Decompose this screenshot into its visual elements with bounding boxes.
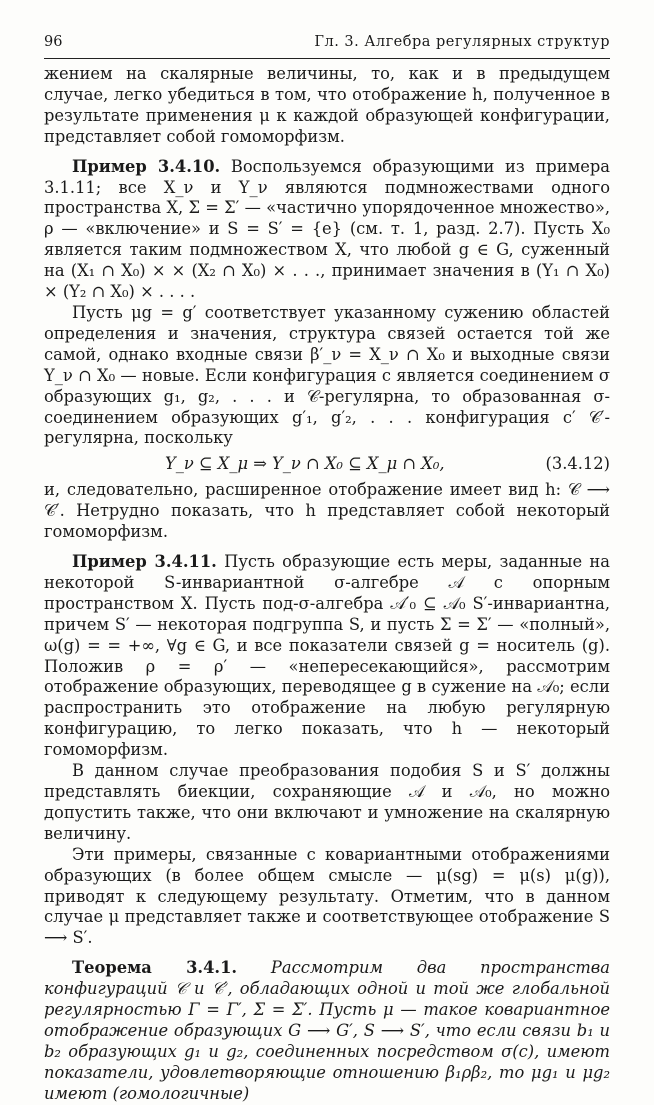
paragraph-continuation: жением на скалярные величины, то, как и в предыдущем случае, легко убедиться в том, что отображение h, полученное в результате применения μ к каждой образующей конфигурации, представляет собой гомоморфизм. [44,64,610,146]
equation-number: (3.4.12) [545,454,610,474]
paragraph-restriction: Пусть μg = g′ соответствует указанному сужению областей определения и значения, структура связей остается той же самой, однако входные связи β′_ν = X_ν ∩ X₀ и выходные связи Y_ν ∩ X₀ — новые. Если конфигурация c является соединением σ образующих g₁, g₂, . . . и 𝒞-регулярна, то образованная σ-соединением образующих g′₁, g′₂, . . . конфигурация c′ 𝒞′-регулярна, поскольку [44,302,610,448]
example-text: Воспользуемся образующими из примера 3.1.11; все X_ν и Y_ν являются подмножествами одного пространства X, Σ = Σ′ — «частично упорядоченное множество», ρ — «включение» и S = S′ = {e} (см. т. 1, разд. 2.7). Пусть X₀ является таким подмножеством X, что любой g ∈ G, суженный на (X₁ ∩ X₀) × × (X₂ ∩ X₀) × . . ., принимает значения в (Y₁ ∩ X₀) × (Y₂ ∩ X₀) × . . . . [44,156,610,302]
page-body [44,64,610,1105]
header-rule [44,58,610,59]
example-text: Пусть образующие есть меры, заданные на некоторой S-инвариантной σ-алгебре 𝒜 с опорным пространством X. Пусть под-σ-алгебра 𝒜′₀ ⊆ 𝒜₀ S′-инвариантна, причем S′ — некоторая подгруппа S, и пусть Σ = Σ′ — «полный», ω(g) = = +∞, ∀g ∈ G, и все показатели связей g = носитель (g). Положив ρ = ρ′ — «непересекающийся», рассмотрим отображение образующих, переводящее g в сужение на 𝒜₀; если распространить это отображение на любую регулярную конфигурацию, то легко показать, что h — некоторый гомоморфизм. [44,552,610,760]
example-3-4-11 [44,552,610,761]
example-3-4-10 [44,157,610,303]
running-header [44,34,610,50]
paragraph-similarity: В данном случае преобразования подобия S и S′ должны представлять биекции, сохраняющие 𝒜 и 𝒜₀, но можно допустить также, что они включают и умножение на скалярную величину. [44,761,610,843]
theorem-text: Рассмотрим два пространства конфигураций 𝒞 и 𝒞′, обладающих одной и той же глобальной регулярностью Γ = Γ′, Σ = Σ′. Пусть μ — такое ковариантное отображение образующих G ⟶ G′, S ⟶ S′, что если связи b₁ и b₂ образующих g₁ и g₂, соединенных посредством σ(c), имеют показатели, удовлетворяющие отношению β₁ρβ₂, то μg₁ и μg₂ имеют (гомологичные) [44,958,610,1103]
paragraph-covariant: Эти примеры, связанные с ковариантными отображениями образующих (в более общем смысле — μ(sg) = μ(s) μ(g)), приводят к следующему результату. Отметим, что в данном случае μ представляет также и соответствующее отображение S ⟶ S′. [44,844,610,948]
paragraph-homomorphism: и, следовательно, расширенное отображение имеет вид h: 𝒞 ⟶ 𝒞′. Нетрудно показать, что h представляет собой некоторый гомоморфизм. [44,480,610,542]
equation-3-4-12 [44,449,610,480]
example-label: Пример 3.4.10. [72,156,221,176]
equation-formula: Y_ν ⊆ X_μ ⇒ Y_ν ∩ X₀ ⊆ X_μ ∩ X₀, [164,454,445,474]
example-label: Пример 3.4.11. [72,552,217,572]
theorem-3-4-1 [44,958,610,1104]
running-title: Гл. 3. Алгебра регулярных структур [314,34,610,50]
page-number: 96 [44,34,63,50]
theorem-label: Теорема 3.4.1. [72,958,238,978]
